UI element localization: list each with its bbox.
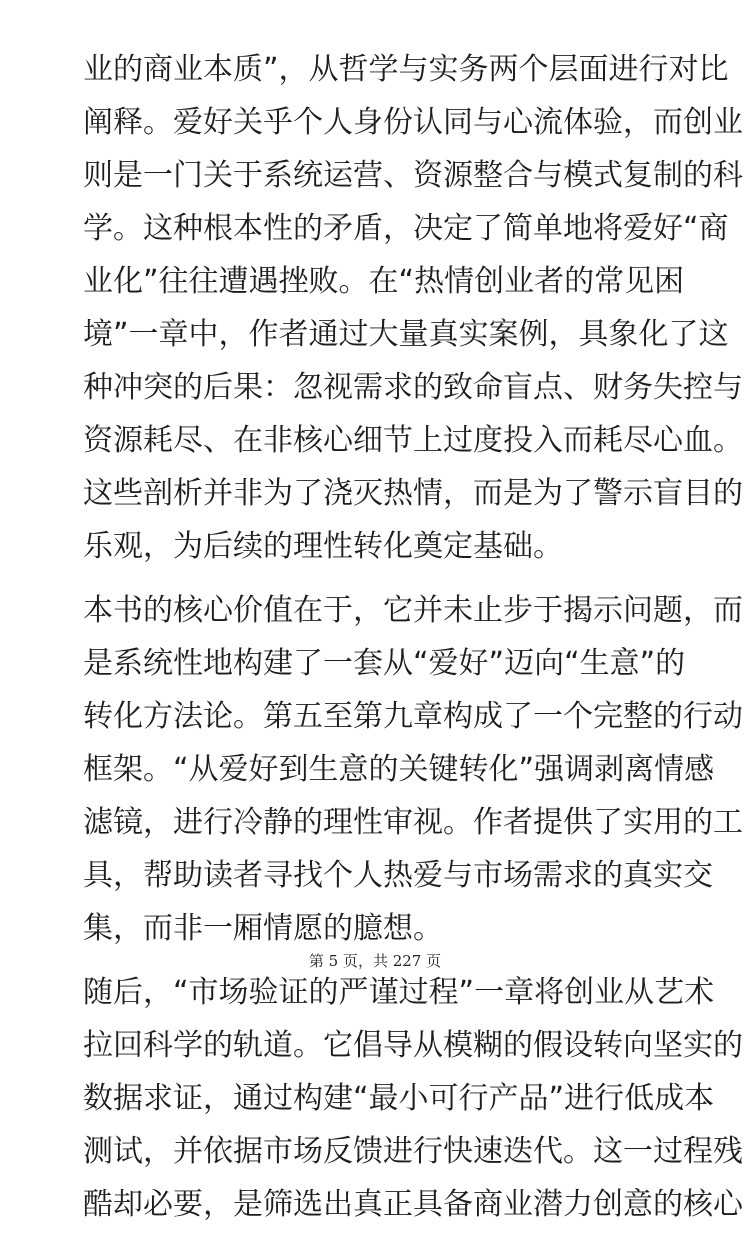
text-line: 框架。“从爱好到生意的关键转化”强调剥离情感 <box>83 752 715 787</box>
text-line: 拉回科学的轨道。它倡导从模糊的假设转向坚实的 <box>83 1028 743 1063</box>
text-line: 阐释。爱好关乎个人身份认同与心流体验，而创业 <box>83 105 743 140</box>
paragraph <box>83 584 743 955</box>
text-line: 这些剖析并非为了浇灭热情，而是为了警示盲目的 <box>83 476 743 511</box>
text-line: 资源耗尽、在非核心细节上过度投入而耗尽心血。 <box>83 423 743 458</box>
text-line: 业的商业本质”，从哲学与实务两个层面进行对比 <box>83 52 729 87</box>
text-line: 测试，并依据市场反馈进行快速迭代。这一过程残 <box>83 1134 743 1169</box>
text-line: 具，帮助读者寻找个人热爱与市场需求的真实交 <box>83 858 713 893</box>
text-line: 则是一门关于系统运营、资源整合与模式复制的科 <box>83 158 743 193</box>
text-line: 集，而非一厢情愿的臆想。 <box>83 911 443 946</box>
text-line: 种冲突的后果：忽视需求的致命盲点、财务失控与 <box>83 370 743 405</box>
paragraph <box>83 43 743 573</box>
text-line: 本书的核心价值在于，它并未止步于揭示问题，而 <box>83 593 743 628</box>
text-line: 数据求证，通过构建“最小可行产品”进行低成本 <box>83 1081 715 1116</box>
body-text <box>83 43 743 1242</box>
text-line: 酷却必要，是筛选出真正具备商业潜力创意的核心 <box>83 1187 743 1222</box>
text-line: 是系统性地构建了一套从“爱好”迈向“生意”的 <box>83 646 686 681</box>
text-line: 乐观，为后续的理性转化奠定基础。 <box>83 529 563 564</box>
text-line: 业化”往往遭遇挫败。在“热情创业者的常见困 <box>83 264 685 299</box>
text-line: 转化方法论。第五至第九章构成了一个完整的行动 <box>83 699 743 734</box>
text-line: 境”一章中，作者通过大量真实案例，具象化了这 <box>83 317 729 352</box>
text-line: 随后，“市场验证的严谨过程”一章将创业从艺术 <box>83 975 715 1010</box>
page-number: 第 5 页，共 227 页 <box>308 952 442 970</box>
text-line: 滤镜，进行冷静的理性审视。作者提供了实用的工 <box>83 805 743 840</box>
text-line: 学。这种根本性的矛盾，决定了简单地将爱好“商 <box>83 211 729 246</box>
paragraph <box>83 966 743 1231</box>
